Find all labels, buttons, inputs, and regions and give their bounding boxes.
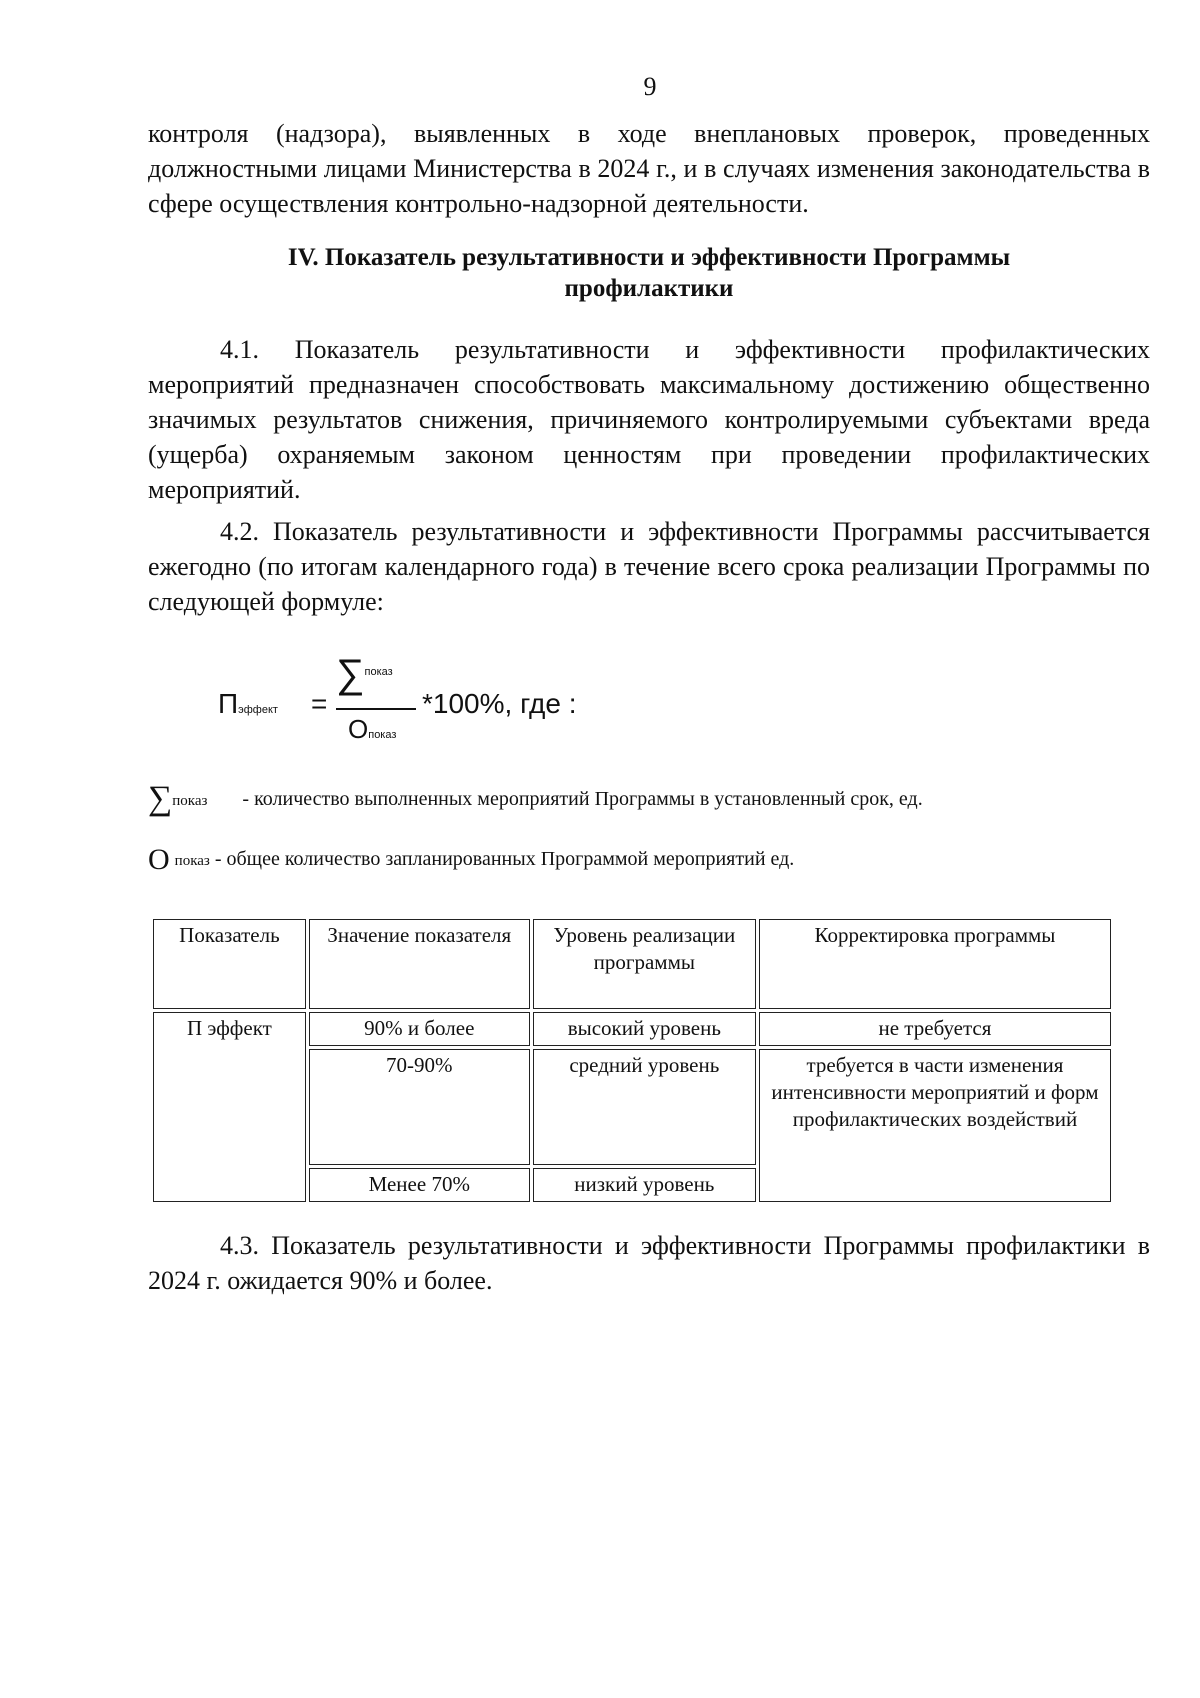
formula-numerator <box>336 652 393 697</box>
section-heading-line2: профилактики <box>564 275 734 302</box>
definition-sum-subscript: показ <box>172 793 208 809</box>
formula-lhs <box>218 688 278 720</box>
paragraph-4-3: 4.3. Показатель результативности и эффективности Программы профилактики в 2024 г. ожидается 90% и более. <box>148 1231 1150 1295</box>
definition-total <box>148 843 795 876</box>
efficiency-formula <box>218 652 638 752</box>
section-heading-line1: IV. Показатель результативности и эффективности Программы <box>287 244 1011 271</box>
definition-total-text: - общее количество запланированных Программой мероприятий ед. <box>214 848 795 870</box>
formula-fraction-bar <box>336 708 416 710</box>
formula-denominator-subscript: показ <box>368 729 397 741</box>
formula-lhs-subscript: эффект <box>238 704 278 716</box>
table-header-row <box>153 919 1111 1009</box>
table-value-cell: 90% и более <box>309 1012 530 1046</box>
table-header-cell: Значение показателя <box>309 919 530 1009</box>
paragraph-4-1: 4.1. Показатель результативности и эффективности профилактических мероприятий предназначен способствовать максимальному достижению общественно значимых результатов снижения, причиняемого контролируемыми субъектами вреда (ущерба) охраняемым законом ценностям при проведении профилактических мероприятий. <box>148 335 1150 504</box>
table-value-cell: 70-90% <box>309 1049 530 1165</box>
formula-equals: = <box>311 688 328 719</box>
table-level-cell: низкий уровень <box>533 1168 756 1202</box>
definition-total-subscript: показ <box>174 853 210 869</box>
table-header-cell: Корректировка программы <box>759 919 1111 1009</box>
formula-denominator <box>348 714 396 745</box>
table-header-cell: Показатель <box>153 919 306 1009</box>
definition-sum <box>148 780 923 817</box>
indicators-table <box>150 916 1114 1205</box>
formula-denominator-symbol: О <box>348 714 369 744</box>
table-header-cell: Уровень реализации программы <box>533 919 756 1009</box>
table-level-cell: средний уровень <box>533 1049 756 1165</box>
intro-paragraph: контроля (надзора), выявленных в ходе внеплановых проверок, проведенных должностными лицами Министерства в 2024 г., и в случаях изменения законодательства в сфере осуществления контрольно-надзорной деятельности. <box>148 119 1150 218</box>
table-row <box>153 1012 1111 1046</box>
table-correction-cell: требуется в части изменения интенсивности мероприятий и форм профилактических воздействий <box>759 1049 1111 1202</box>
table-value-cell: Менее 70% <box>309 1168 530 1202</box>
definition-total-symbol: О <box>148 843 170 876</box>
formula-lhs-symbol: П <box>218 688 239 719</box>
table-correction-cell: не требуется <box>759 1012 1111 1046</box>
page-number: 9 <box>643 72 657 101</box>
table-indicator-cell: П эффект <box>153 1012 306 1202</box>
formula-sum-symbol: ∑ <box>336 652 365 696</box>
paragraph-4-2: 4.2. Показатель результативности и эффективности Программы рассчитывается ежегодно (по итогам календарного года) в течение всего срока реализации Программы по следующей формуле: <box>148 517 1150 616</box>
definition-sum-symbol: ∑ <box>148 780 173 817</box>
formula-tail: *100%, где : <box>422 688 577 719</box>
formula-numerator-subscript: показ <box>364 666 393 678</box>
table-level-cell: высокий уровень <box>533 1012 756 1046</box>
definition-sum-text: - количество выполненных мероприятий Программы в установленный срок, ед. <box>242 788 923 810</box>
section-heading <box>148 242 1150 304</box>
